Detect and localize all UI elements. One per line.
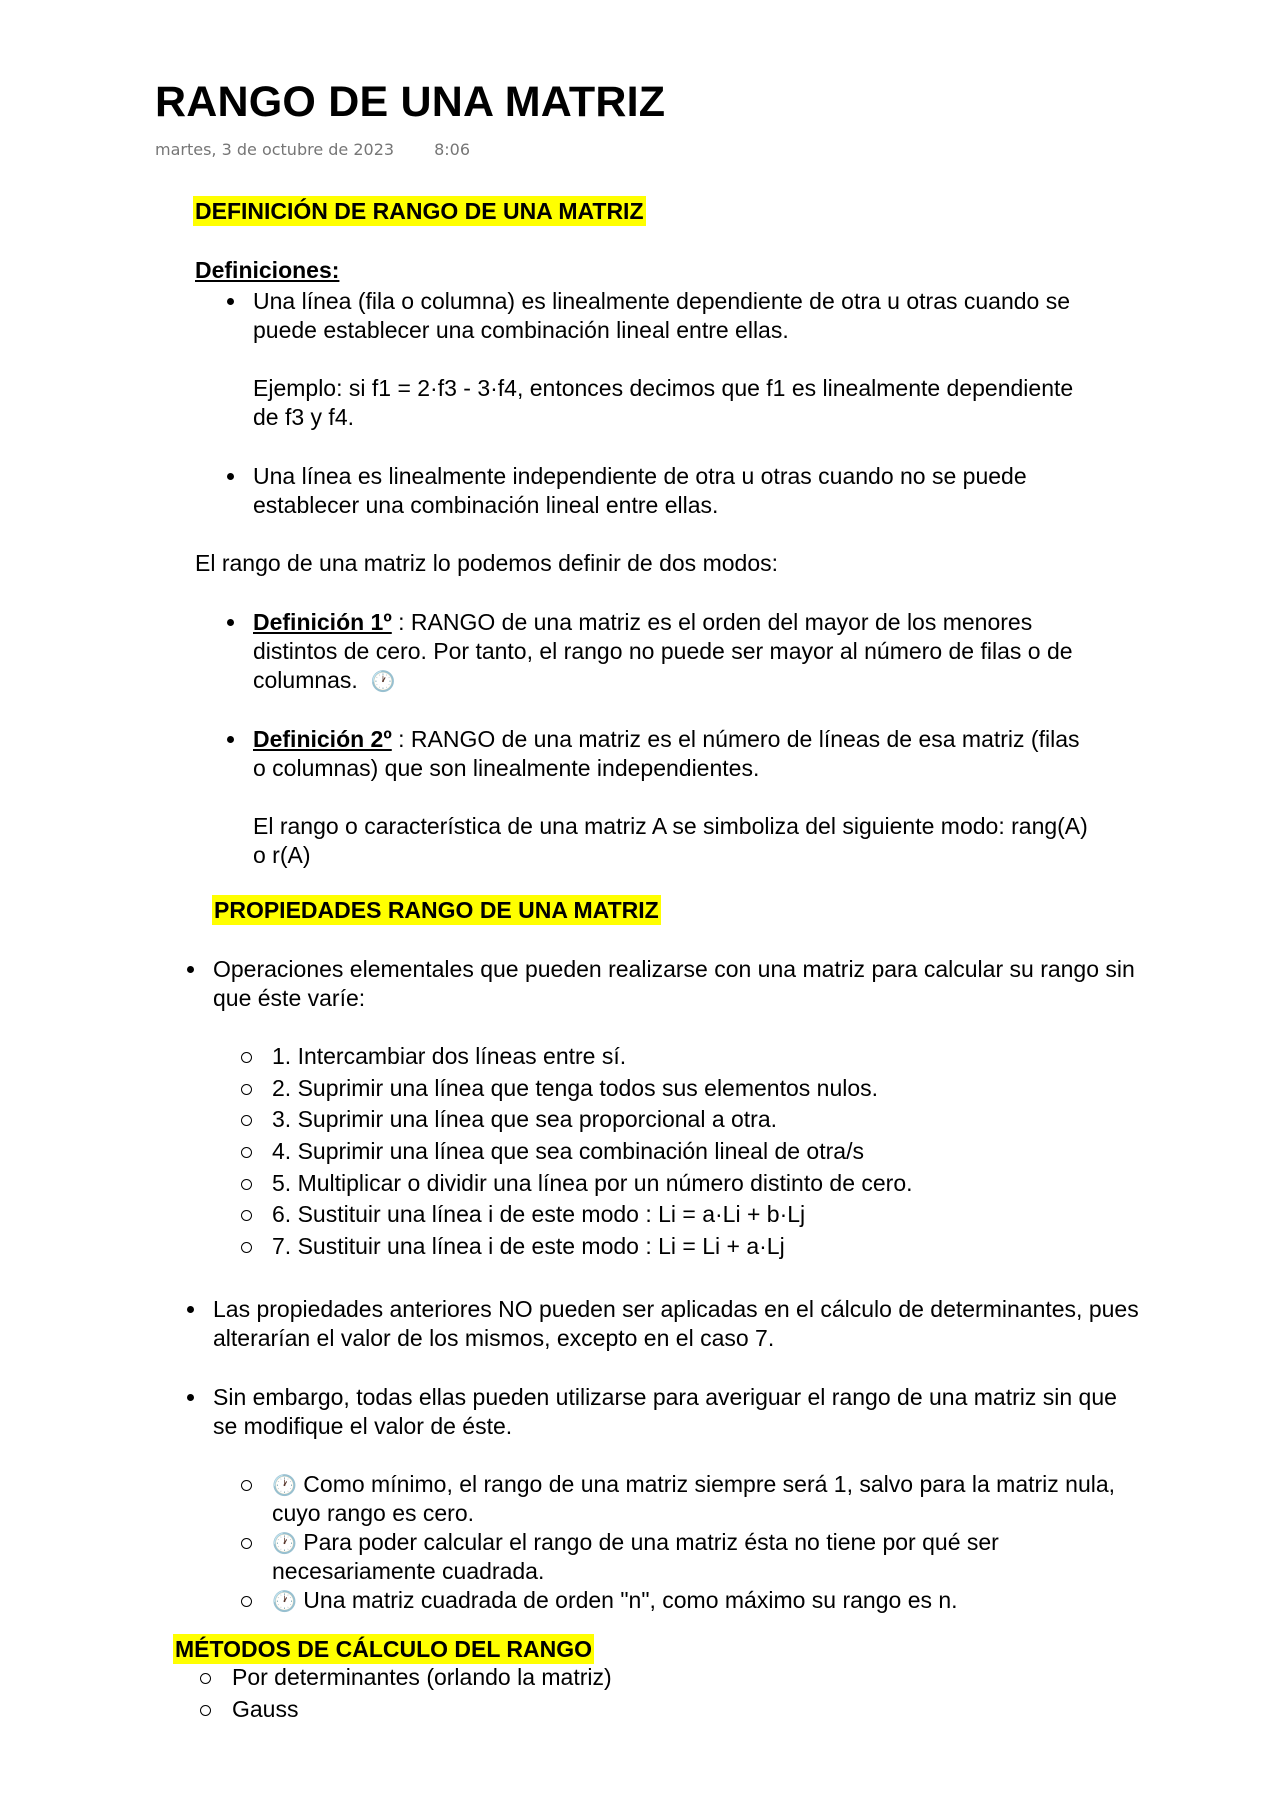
circle-bullet (241, 1084, 252, 1095)
bullet-dot (227, 473, 234, 480)
clock-icon: 🕐 (272, 1531, 297, 1555)
def1-line-2: distintos de cero. Por tanto, el rango no puede ser mayor al número de filas o de (253, 638, 1073, 664)
def2-label: Definición 2º (253, 726, 392, 752)
ops-line-2: que éste varíe: (213, 985, 366, 1011)
rango-intro: El rango de una matriz lo podemos definir de dos modos: (195, 550, 778, 576)
method-item: Gauss (232, 1696, 299, 1722)
op-item: 3. Suprimir una línea que sea proporcional a otra. (272, 1106, 778, 1132)
circle-bullet (241, 1596, 252, 1607)
def2-line-2: o columnas) que son linealmente independientes. (253, 755, 760, 781)
clock-icon: 🕐 (370, 669, 396, 693)
note-line-1: 🕐 Como mínimo, el rango de una matriz siempre será 1, salvo para la matriz nula, (272, 1471, 1116, 1497)
circle-bullet (200, 1673, 211, 1684)
page-meta (155, 140, 470, 159)
circle-bullet (241, 1210, 252, 1221)
page-time: 8:06 (434, 140, 470, 159)
bullet-dot (187, 1306, 194, 1313)
circle-bullet (241, 1052, 252, 1063)
op-item: 7. Sustituir una línea i de este modo : Li = Li + a·Lj (272, 1233, 785, 1259)
bullet-dot (187, 1394, 194, 1401)
symbol-line-2: o r(A) (253, 842, 311, 868)
example-line-1: Ejemplo: si f1 = 2·f3 - 3·f4, entonces decimos que f1 es linealmente dependiente (253, 375, 1074, 401)
note-line-1: 🕐 Para poder calcular el rango de una matriz ésta no tiene por qué ser (272, 1529, 999, 1555)
symbol-line-1: El rango o característica de una matriz A se simboliza del siguiente modo: rang(A) (253, 813, 1088, 839)
bullet-dot (227, 298, 234, 305)
dep-line-1: Una línea (fila o columna) es linealmente dependiente de otra u otras cuando se (253, 288, 1071, 314)
definiciones-subheading: Definiciones: (195, 257, 340, 283)
circle-bullet (241, 1242, 252, 1253)
dep-line-2: puede establecer una combinación lineal entre ellas. (253, 317, 789, 343)
def2-line-1: Definición 2º : RANGO de una matriz es el número de líneas de esa matriz (filas (253, 726, 1080, 752)
det-line-1: Las propiedades anteriores NO pueden ser aplicadas en el cálculo de determinantes, pues (213, 1296, 1139, 1322)
ops-line-1: Operaciones elementales que pueden realizarse con una matriz para calcular su rango sin (213, 956, 1135, 982)
circle-bullet (241, 1179, 252, 1190)
op-item: 5. Multiplicar o dividir una línea por un número distinto de cero. (272, 1170, 913, 1196)
op-item: 6. Sustituir una línea i de este modo : Li = a·Li + b·Lj (272, 1201, 806, 1227)
page-date: martes, 3 de octubre de 2023 (155, 140, 395, 159)
op-item: 1. Intercambiar dos líneas entre sí. (272, 1043, 627, 1069)
clock-icon: 🕐 (272, 1473, 297, 1497)
circle-bullet (241, 1538, 252, 1549)
method-item: Por determinantes (orlando la matriz) (232, 1664, 612, 1690)
sin-line-1: Sin embargo, todas ellas pueden utilizarse para averiguar el rango de una matriz sin que (213, 1384, 1117, 1410)
sin-line-2: se modifique el valor de éste. (213, 1413, 513, 1439)
indep-line-2: establecer una combinación lineal entre ellas. (253, 492, 719, 518)
def1-line-1: Definición 1º : RANGO de una matriz es el orden del mayor de los menores (253, 609, 1033, 635)
circle-bullet (241, 1480, 252, 1491)
section-definicion-heading: DEFINICIÓN DE RANGO DE UNA MATRIZ (195, 198, 644, 224)
note-line-1: 🕐 Una matriz cuadrada de orden "n", como máximo su rango es n. (272, 1587, 958, 1613)
section-propiedades-heading: PROPIEDADES RANGO DE UNA MATRIZ (214, 897, 659, 923)
op-item: 4. Suprimir una línea que sea combinación lineal de otra/s (272, 1138, 864, 1164)
def1-label: Definición 1º (253, 609, 392, 635)
section-metodos-heading: MÉTODOS DE CÁLCULO DEL RANGO (175, 1636, 592, 1662)
op-item: 2. Suprimir una línea que tenga todos sus elementos nulos. (272, 1075, 879, 1101)
circle-bullet (200, 1705, 211, 1716)
bullet-dot (187, 966, 194, 973)
def1-line-3: columnas. 🕐 (253, 667, 396, 693)
bullet-dot (227, 736, 234, 743)
det-line-2: alterarían el valor de los mismos, excepto en el caso 7. (213, 1325, 775, 1351)
bullet-dot (227, 619, 234, 626)
note-line-2: necesariamente cuadrada. (272, 1558, 545, 1584)
clock-icon: 🕐 (272, 1589, 297, 1613)
page-title: RANGO DE UNA MATRIZ (155, 78, 666, 126)
circle-bullet (241, 1147, 252, 1158)
note-line-2: cuyo rango es cero. (272, 1500, 475, 1526)
example-line-2: de f3 y f4. (253, 404, 355, 430)
circle-bullet (241, 1115, 252, 1126)
indep-line-1: Una línea es linealmente independiente de otra u otras cuando no se puede (253, 463, 1027, 489)
